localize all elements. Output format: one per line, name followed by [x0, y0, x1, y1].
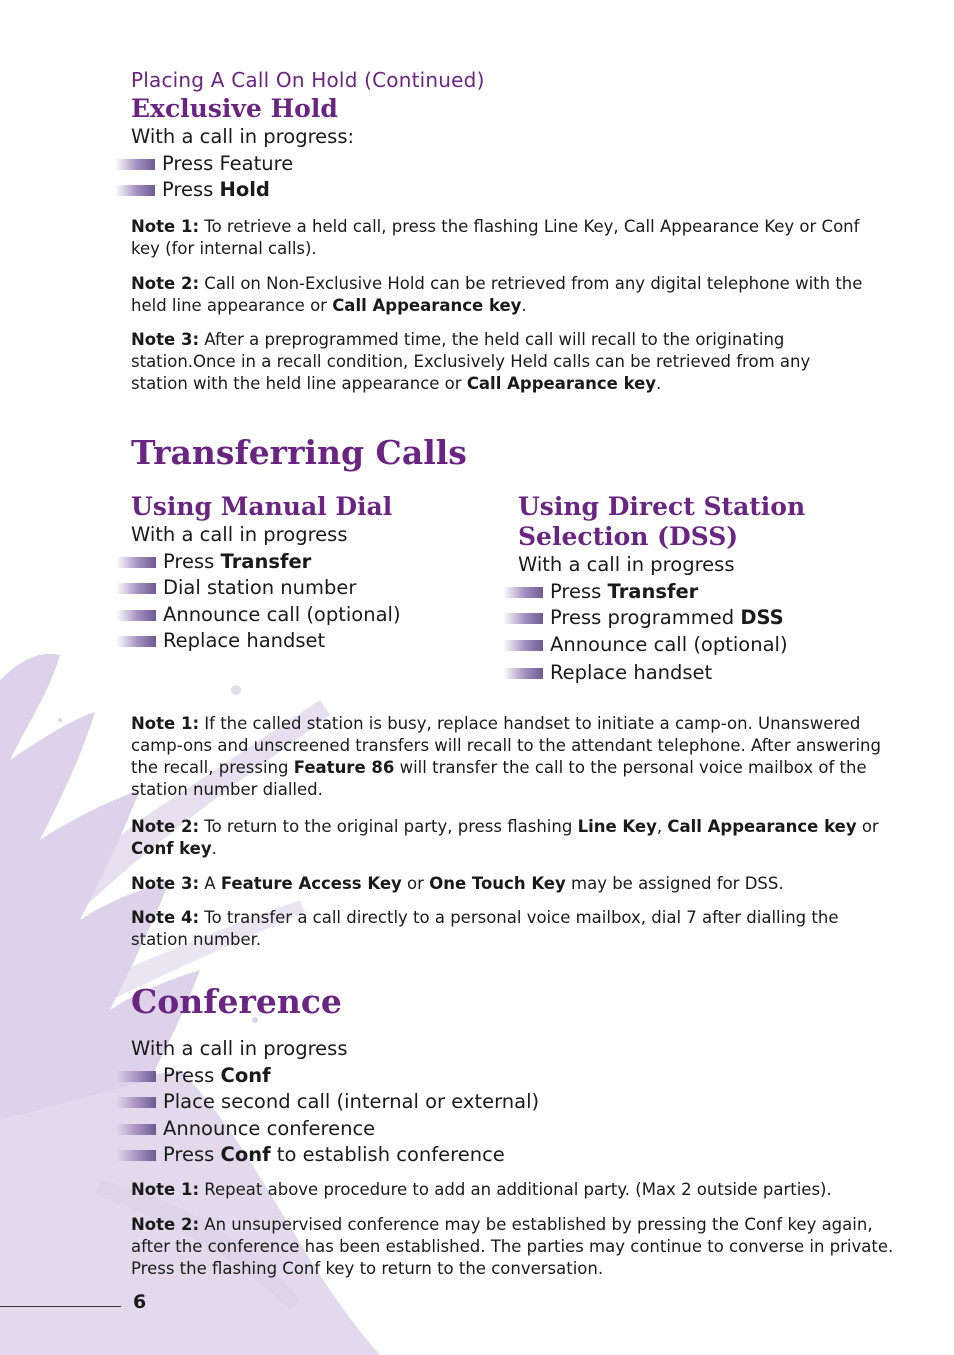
conference-section	[131, 1036, 539, 1169]
exclusive-hold-heading: Exclusive Hold	[131, 94, 338, 123]
manual-dial-section	[131, 492, 401, 655]
manual-dial-step: Dial station number	[131, 575, 401, 602]
exclusive-hold-intro: With a call in progress:	[131, 125, 355, 148]
page-number: 6	[133, 1291, 147, 1313]
dss-heading-line-1: Using Direct Station	[518, 492, 806, 521]
step-bullet-icon	[116, 1097, 156, 1108]
conference-note-1: Note 1: Repeat above procedure to add an additional party. (Max 2 outside parties).	[131, 1180, 832, 1199]
conference-step: Announce conference	[131, 1116, 539, 1143]
manual-dial-step: Announce call (optional)	[131, 602, 401, 629]
step-bullet-icon	[116, 636, 156, 647]
step-bullet-icon	[503, 587, 543, 598]
conference-step: Press Conf to establish conference	[131, 1142, 539, 1169]
exclusive-hold-step: Press Feature	[130, 151, 354, 178]
dss-step: Press Transfer	[518, 579, 805, 606]
step-bullet-icon	[116, 557, 156, 568]
footer-rule	[0, 1306, 121, 1307]
step-bullet-icon	[116, 583, 156, 594]
manual-dial-intro: With a call in progress	[131, 523, 348, 546]
transfer-note-1: Note 1: If the called station is busy, replace handset to initiate a camp-on. Unanswered camp-ons and unscreened transfers will recall to the attendant telephone. After answering the recall, pressing Feature 86 will transfer the call to the personal voice mailbox of the station number dialled.	[131, 714, 881, 799]
conference-heading: Conference	[131, 982, 342, 1021]
dss-section	[518, 492, 805, 687]
step-bullet-icon	[503, 640, 543, 651]
step-bullet-icon	[116, 1071, 156, 1082]
exclusive-hold-step: Press Hold	[130, 177, 354, 204]
conference-step: Press Conf	[131, 1063, 539, 1090]
step-bullet-icon	[503, 668, 543, 679]
section-supheader: Placing A Call On Hold (Continued)	[131, 68, 485, 92]
step-bullet-icon	[116, 610, 156, 621]
step-bullet-icon	[116, 1124, 156, 1135]
hold-note-1: Note 1: To retrieve a held call, press the flashing Line Key, Call Appearance Key or Conf key (for internal calls).	[131, 217, 860, 258]
manual-dial-heading: Using Manual Dial	[131, 492, 393, 521]
transfer-note-4: Note 4: To transfer a call directly to a personal voice mailbox, dial 7 after dialling the station number.	[131, 908, 839, 949]
conference-step: Place second call (internal or external)	[131, 1089, 539, 1116]
step-bullet-icon	[503, 613, 543, 624]
step-bullet-icon	[115, 159, 155, 170]
transfer-note-2: Note 2: To return to the original party, press flashing Line Key, Call Appearance key or Conf key.	[131, 817, 879, 858]
hold-note-3: Note 3: After a preprogrammed time, the held call will recall to the originating station.Once in a recall condition, Exclusively Held calls can be retrieved from any station with the held line appearance or Call Appearance key.	[131, 330, 811, 393]
conference-intro: With a call in progress	[131, 1037, 348, 1060]
dss-intro: With a call in progress	[518, 553, 735, 576]
conference-note-2: Note 2: An unsupervised conference may be established by pressing the Conf key again, after the conference has been established. The parties may continue to converse in private. Press the flashing Conf key to return to the conversation.	[131, 1215, 894, 1278]
transferring-calls-heading: Transferring Calls	[131, 433, 467, 472]
dss-step: Replace handset	[518, 660, 805, 687]
transfer-note-3: Note 3: A Feature Access Key or One Touch Key may be assigned for DSS.	[131, 874, 784, 893]
dss-heading-line-2: Selection (DSS)	[518, 522, 739, 551]
manual-dial-step: Press Transfer	[131, 549, 401, 576]
step-bullet-icon	[115, 185, 155, 196]
hold-note-2: Note 2: Call on Non-Exclusive Hold can be retrieved from any digital telephone with the held line appearance or Call Appearance key.	[131, 274, 863, 315]
dss-step: Announce call (optional)	[518, 632, 805, 659]
dss-step: Press programmed DSS	[518, 605, 805, 632]
manual-dial-step: Replace handset	[131, 628, 401, 655]
step-bullet-icon	[116, 1150, 156, 1161]
